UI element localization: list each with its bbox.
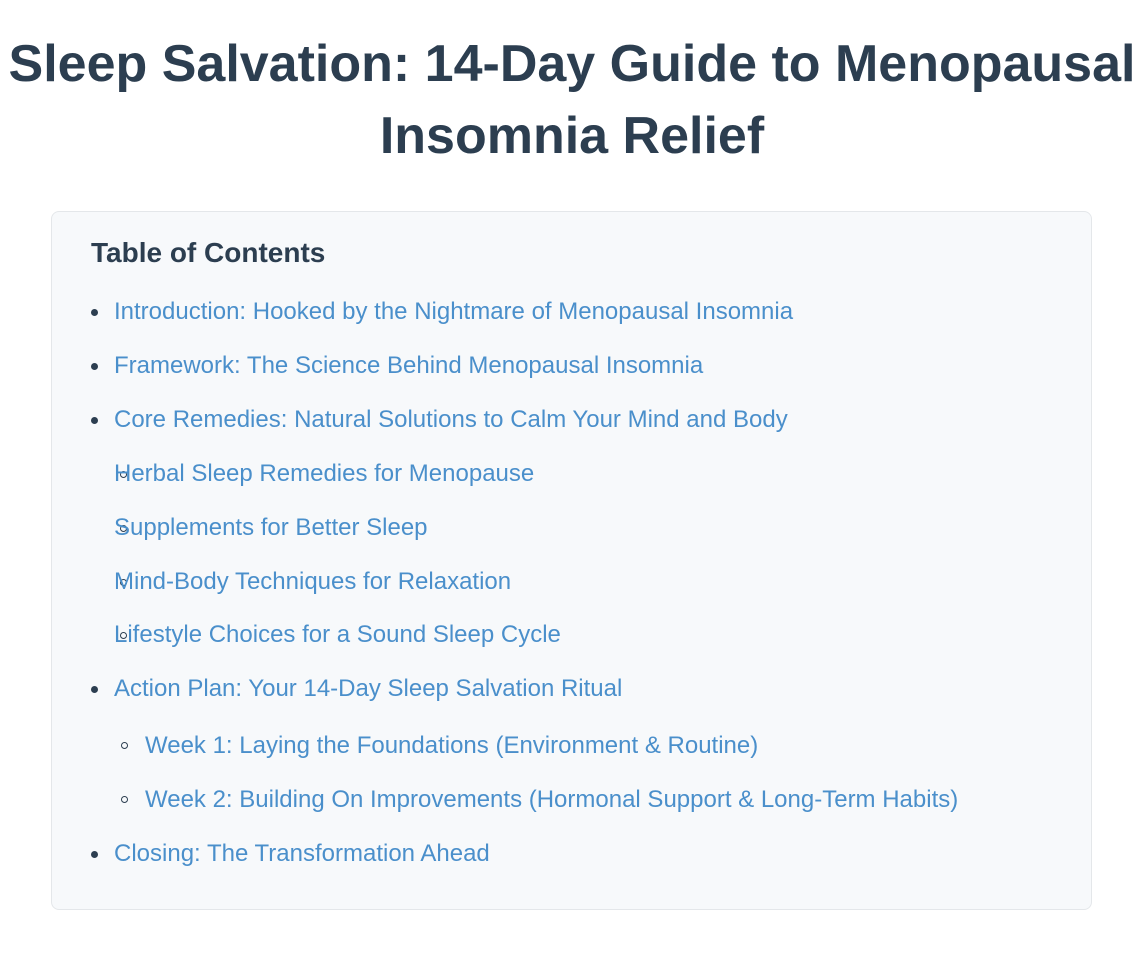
toc-subitem (114, 513, 428, 543)
bullet-disc-icon (91, 363, 98, 370)
toc-item (114, 297, 793, 327)
bullet-circle-icon (121, 796, 128, 803)
toc-item (114, 405, 788, 435)
toc-link-framework[interactable]: Framework: The Science Behind Menopausal Insomnia (114, 352, 704, 379)
toc-link-week-1[interactable]: Week 1: Laying the Foundations (Environment & Routine) (145, 732, 759, 759)
toc-subitem (145, 731, 758, 761)
toc-link-mind-body[interactable]: Mind-Body Techniques for Relaxation (114, 568, 512, 595)
toc-subitem (145, 785, 958, 815)
toc-link-closing[interactable]: Closing: The Transformation Ahead (114, 840, 490, 867)
toc-item (114, 839, 490, 869)
toc-link-introduction[interactable]: Introduction: Hooked by the Nightmare of Menopausal Insomnia (114, 298, 794, 325)
toc-link-supplements[interactable]: Supplements for Better Sleep (114, 514, 428, 541)
toc-link-action-plan[interactable]: Action Plan: Your 14-Day Sleep Salvation Ritual (114, 675, 623, 702)
page-title: Sleep Salvation: 14-Day Guide to Menopausal Insomnia Relief (8, 35, 1136, 165)
bullet-disc-icon (91, 686, 98, 693)
toc-subitem (114, 459, 534, 489)
table-of-contents (51, 211, 1092, 910)
bullet-disc-icon (91, 851, 98, 858)
toc-heading: Table of Contents (91, 237, 326, 268)
bullet-circle-icon (121, 742, 128, 749)
toc-link-lifestyle[interactable]: Lifestyle Choices for a Sound Sleep Cycle (114, 621, 561, 648)
toc-item (114, 351, 703, 381)
toc-link-herbal-remedies[interactable]: Herbal Sleep Remedies for Menopause (114, 460, 535, 487)
toc-subitem (114, 567, 511, 597)
toc-subitem (114, 620, 561, 650)
bullet-disc-icon (91, 417, 98, 424)
toc-item (114, 674, 622, 704)
toc-link-core-remedies[interactable]: Core Remedies: Natural Solutions to Calm Your Mind and Body (114, 406, 788, 433)
bullet-disc-icon (91, 309, 98, 316)
toc-link-week-2[interactable]: Week 2: Building On Improvements (Hormonal Support & Long-Term Habits) (145, 786, 959, 813)
